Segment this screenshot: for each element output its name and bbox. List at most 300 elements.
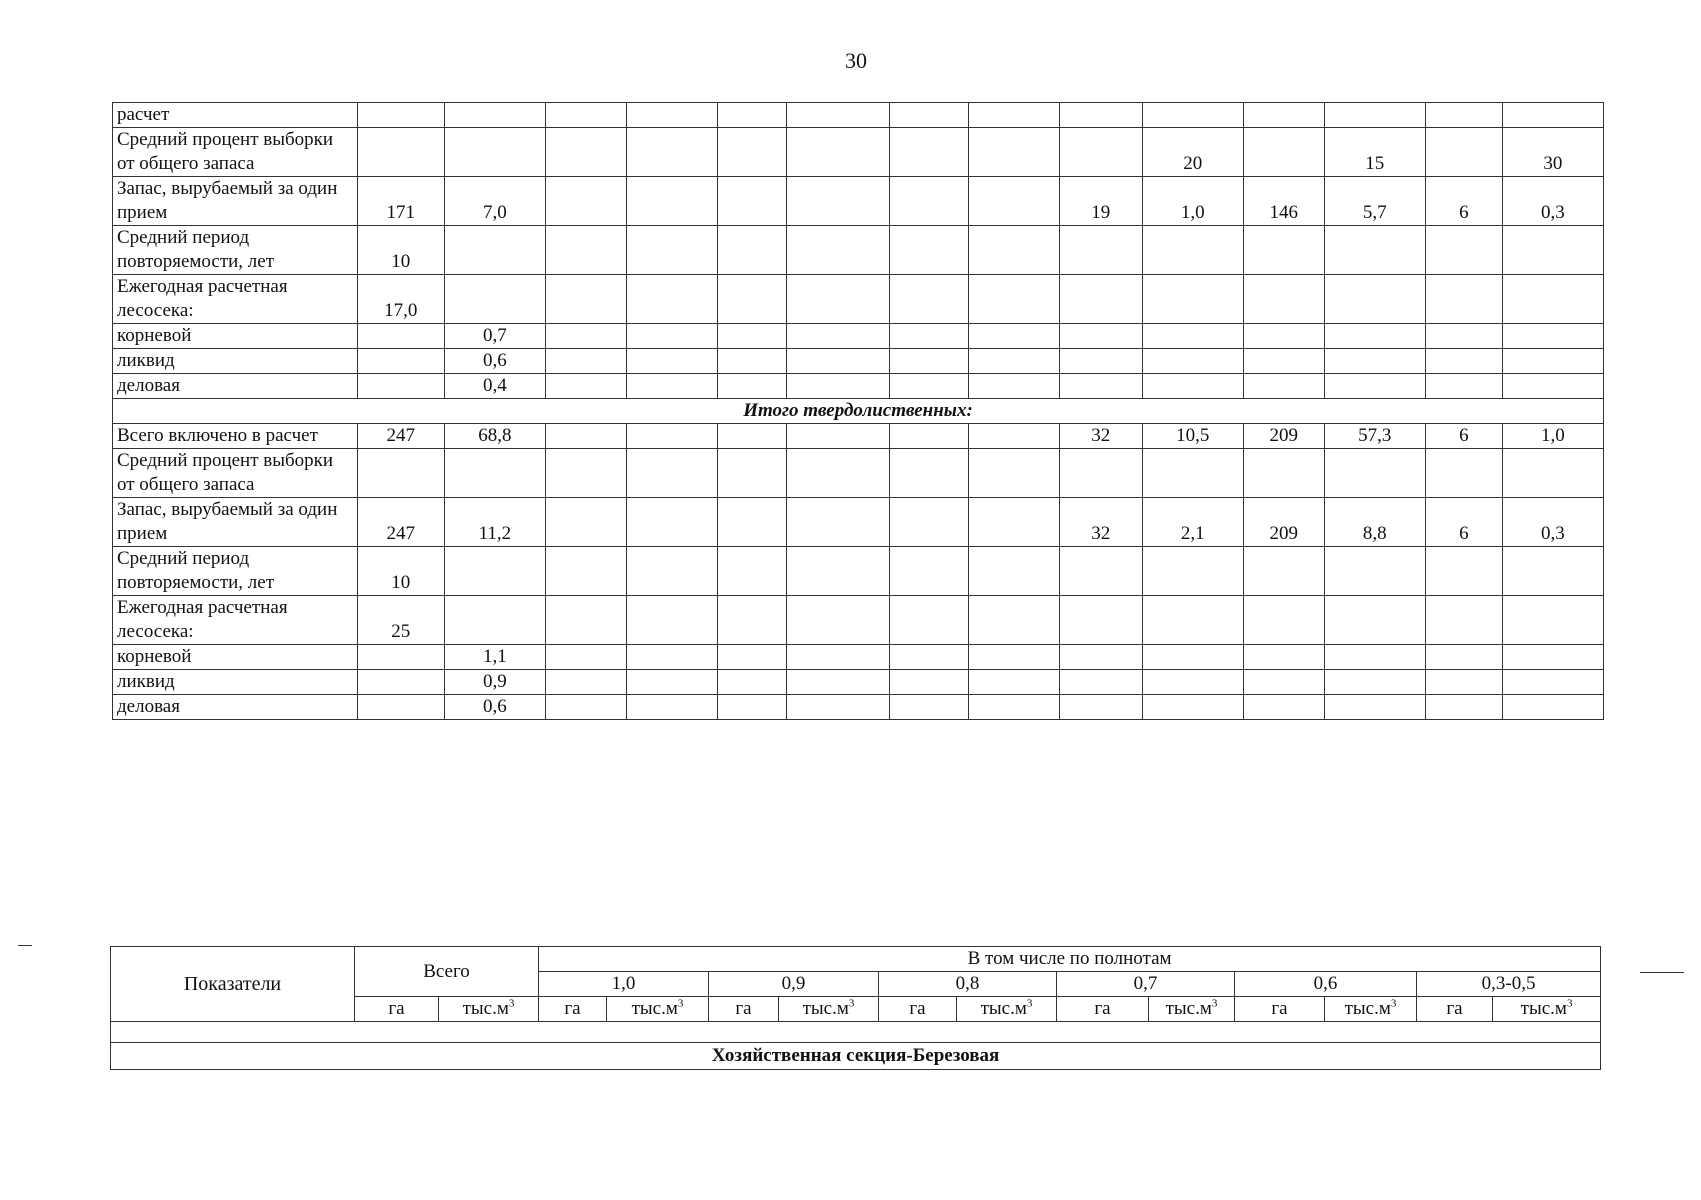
table-cell [626,275,717,324]
table-cell: 25 [357,596,444,645]
table-cell [717,226,786,275]
table-cell [626,498,717,547]
unit-ha: га [1417,997,1493,1022]
table-cell: 5,7 [1324,177,1425,226]
table-cell [626,547,717,596]
table-cell: 32 [1059,424,1142,449]
unit-volume [1325,997,1417,1022]
unit-volume-text: тыс.м [462,998,509,1019]
table-cell [1425,226,1502,275]
page-number: 30 [845,48,867,73]
table-cell [444,449,545,498]
table-cell [545,695,626,720]
table-cell [1243,596,1324,645]
row-label: Средний процент выборки от общего запаса [113,449,358,498]
table-cell: 0,6 [444,695,545,720]
table-cell: 0,4 [444,374,545,399]
table-cell [545,596,626,645]
table-cell [1243,349,1324,374]
table-cell [1502,596,1603,645]
table-cell [1425,128,1502,177]
table-cell [1059,670,1142,695]
table-cell [717,547,786,596]
table-cell [1324,275,1425,324]
unit-volume [1149,997,1235,1022]
table-cell: 10 [357,547,444,596]
table-cell [1324,547,1425,596]
table-cell [1243,275,1324,324]
row-label: деловая [113,374,358,399]
table-cell [968,596,1059,645]
section-title-birch: Хозяйственная секция-Березовая [111,1043,1601,1070]
table-cell: 19 [1059,177,1142,226]
table-cell [545,374,626,399]
table-cell [968,103,1059,128]
table-cell [1425,547,1502,596]
table-cell [1324,349,1425,374]
table-cell [357,103,444,128]
by-density-header: В том числе по полнотам [539,947,1601,972]
table-cell [1243,695,1324,720]
table-cell [889,324,968,349]
table-cell [1502,670,1603,695]
table-cell [968,177,1059,226]
table-row [113,596,1604,645]
unit-ha: га [355,997,439,1022]
section-row [113,399,1604,424]
table-cell [889,596,968,645]
table-cell [626,103,717,128]
table-cell [717,324,786,349]
table-cell [717,596,786,645]
table-cell: 1,1 [444,645,545,670]
table-cell [1502,449,1603,498]
table-cell [545,226,626,275]
row-label: Всего включено в расчет [113,424,358,449]
table-cell [1243,645,1324,670]
table-cell [545,349,626,374]
table-cell [786,226,889,275]
table-cell [1059,695,1142,720]
table-cell [968,424,1059,449]
table-cell [1502,349,1603,374]
row-label: Ежегодная расчетная лесосека: [113,275,358,324]
table-cell [968,324,1059,349]
table-cell [626,670,717,695]
table-cell [1502,226,1603,275]
unit-volume-text: тыс.м [1344,998,1391,1019]
table-cell [444,547,545,596]
table-cell [1059,128,1142,177]
table-cell [626,324,717,349]
table-cell [1059,449,1142,498]
density-header: 0,6 [1235,972,1417,997]
total-header: Всего [355,947,539,997]
table-cell [357,645,444,670]
table-cell [1059,596,1142,645]
unit-volume [1493,997,1601,1022]
table-cell [545,128,626,177]
table-cell [1324,374,1425,399]
table-cell [357,324,444,349]
unit-volume-exponent: 3 [1390,997,1397,1010]
table-cell [1059,324,1142,349]
table-cell: 6 [1425,177,1502,226]
table-cell [786,374,889,399]
table-cell [1425,103,1502,128]
table-cell [717,128,786,177]
table-cell [545,424,626,449]
table-cell [626,424,717,449]
density-header: 1,0 [539,972,709,997]
table-cell [717,103,786,128]
table-cell [889,275,968,324]
table-cell [1142,695,1243,720]
table-cell [444,226,545,275]
table-cell [444,596,545,645]
table-cell: 0,3 [1502,498,1603,547]
unit-volume [957,997,1057,1022]
table-cell [444,275,545,324]
table-cell [968,449,1059,498]
table-cell [717,645,786,670]
table-cell [786,670,889,695]
table-cell [889,374,968,399]
table-cell [786,275,889,324]
table-cell [1425,449,1502,498]
table-cell [889,645,968,670]
table-cell [626,449,717,498]
table-cell [1142,547,1243,596]
table-cell [889,449,968,498]
row-label: ликвид [113,349,358,374]
row-label: Запас, вырубаемый за один прием [113,498,358,547]
table-cell [717,275,786,324]
table-row [113,374,1604,399]
table-cell [889,128,968,177]
table-row [113,349,1604,374]
table-cell [968,645,1059,670]
table-cell [1142,596,1243,645]
table-cell [717,424,786,449]
table-cell: 209 [1243,424,1324,449]
table-cell [357,695,444,720]
table-cell [968,670,1059,695]
table-cell [1502,547,1603,596]
row-label: корневой [113,324,358,349]
table-cell [626,226,717,275]
table-cell [1142,645,1243,670]
unit-ha: га [1057,997,1149,1022]
table-cell [357,374,444,399]
table-cell [1142,226,1243,275]
row-label: корневой [113,645,358,670]
table-cell [968,498,1059,547]
table-cell [889,670,968,695]
table-cell [1059,226,1142,275]
table-cell [968,547,1059,596]
table-cell [1243,374,1324,399]
margin-mark-right [1640,972,1684,973]
row-label: расчет [113,103,358,128]
table-cell: 15 [1324,128,1425,177]
table-cell: 6 [1425,424,1502,449]
table-cell [717,374,786,399]
density-header: 0,7 [1057,972,1235,997]
row-label: Средний период повторяемости, лет [113,547,358,596]
table-row [113,103,1604,128]
table-cell [545,547,626,596]
table-cell [1142,374,1243,399]
table-cell [1324,695,1425,720]
table-cell [357,349,444,374]
table-cell [444,128,545,177]
table-cell: 10 [357,226,444,275]
table-cell [968,695,1059,720]
table-cell [968,349,1059,374]
table-cell [968,275,1059,324]
table-cell [1243,670,1324,695]
table-cell: 30 [1502,128,1603,177]
unit-volume [607,997,709,1022]
table-cell [717,498,786,547]
table-cell [1324,645,1425,670]
table-cell [1059,275,1142,324]
unit-volume-exponent: 3 [1211,997,1218,1010]
table-cell [1324,670,1425,695]
table-cell [1243,128,1324,177]
table-cell [889,226,968,275]
unit-volume-text: тыс.м [802,998,849,1019]
table-cell [786,596,889,645]
table-cell [889,424,968,449]
row-label: Средний период повторяемости, лет [113,226,358,275]
table-row [113,695,1604,720]
unit-volume [439,997,539,1022]
table-cell [889,177,968,226]
table-cell [357,449,444,498]
table-cell: 17,0 [357,275,444,324]
table-cell: 0,6 [444,349,545,374]
table-cell: 68,8 [444,424,545,449]
table-cell [1059,103,1142,128]
table-row [113,177,1604,226]
table-cell [626,374,717,399]
table-cell [1324,103,1425,128]
table-cell [889,498,968,547]
unit-ha: га [539,997,607,1022]
table-cell [1059,349,1142,374]
table-cell: 171 [357,177,444,226]
table-cell [545,645,626,670]
table-cell: 146 [1243,177,1324,226]
table-cell: 1,0 [1502,424,1603,449]
table-cell [717,449,786,498]
table-row [113,324,1604,349]
unit-volume-text: тыс.м [631,998,678,1019]
table-cell [717,670,786,695]
table-cell [1502,645,1603,670]
table-cell [717,695,786,720]
table-cell [1502,324,1603,349]
row-label: Запас, вырубаемый за один прием [113,177,358,226]
density-header: 0,3-0,5 [1417,972,1601,997]
table-cell [1324,226,1425,275]
table-cell [968,374,1059,399]
unit-volume [779,997,879,1022]
table-cell [626,695,717,720]
table-cell [545,177,626,226]
table-cell: 6 [1425,498,1502,547]
table-cell [1142,103,1243,128]
section-title-hardwood: Итого твердолиственных: [113,399,1604,424]
unit-volume-text: тыс.м [1520,998,1567,1019]
table-cell [1324,324,1425,349]
unit-volume-text: тыс.м [980,998,1027,1019]
unit-volume-exponent: 3 [677,997,684,1010]
row-label: Средний процент выборки от общего запаса [113,128,358,177]
row-label: деловая [113,695,358,720]
table-cell [1059,547,1142,596]
unit-volume-exponent: 3 [848,997,855,1010]
table-cell [357,670,444,695]
table-cell [786,324,889,349]
table-cell: 32 [1059,498,1142,547]
table-cell [1502,695,1603,720]
table-cell [545,449,626,498]
unit-ha: га [879,997,957,1022]
table-cell: 0,9 [444,670,545,695]
table-cell [1059,374,1142,399]
table-cell [1425,324,1502,349]
table-cell [1243,226,1324,275]
table-cell [1502,374,1603,399]
table-cell [717,349,786,374]
table-cell: 0,7 [444,324,545,349]
blank-row [111,1022,1601,1043]
table-row [113,449,1604,498]
table-cell [626,349,717,374]
table-cell: 209 [1243,498,1324,547]
table-cell: 0,3 [1502,177,1603,226]
table-cell [1502,275,1603,324]
table-row [113,275,1604,324]
table-cell [1425,645,1502,670]
table-cell [786,177,889,226]
table-row [113,498,1604,547]
table-cell [889,103,968,128]
table-cell [626,128,717,177]
table-cell [545,103,626,128]
table-cell [1059,645,1142,670]
density-header: 0,8 [879,972,1057,997]
unit-ha: га [709,997,779,1022]
table-row [113,645,1604,670]
table-cell [626,177,717,226]
table-cell [1142,670,1243,695]
unit-volume-exponent: 3 [508,997,515,1010]
table-cell [786,128,889,177]
table-cell [1425,349,1502,374]
table-cell [889,695,968,720]
table-cell [545,324,626,349]
table-cell [1425,374,1502,399]
table-cell [1243,324,1324,349]
unit-volume-exponent: 3 [1026,997,1033,1010]
table-row [113,547,1604,596]
table-cell [786,103,889,128]
table-cell [545,275,626,324]
table-cell [545,498,626,547]
table-cell [786,424,889,449]
table-cell [1243,449,1324,498]
table-cell [889,547,968,596]
table-cell: 57,3 [1324,424,1425,449]
table-cell: 1,0 [1142,177,1243,226]
table-cell [1243,103,1324,128]
indicators-header-table [110,946,1601,1070]
table-cell [1324,449,1425,498]
table-cell [545,670,626,695]
table-cell [1425,275,1502,324]
table-cell [786,449,889,498]
table-row [113,226,1604,275]
table-row [113,424,1604,449]
table-row [113,670,1604,695]
table-cell [626,596,717,645]
table-cell [1142,324,1243,349]
table-cell: 7,0 [444,177,545,226]
table-cell: 247 [357,424,444,449]
table-cell [786,349,889,374]
unit-volume-exponent: 3 [1566,997,1573,1010]
table-cell [968,128,1059,177]
table-row [113,128,1604,177]
table-cell [786,498,889,547]
table-cell [1425,670,1502,695]
table-cell [1425,596,1502,645]
margin-mark-left [18,945,32,946]
table-cell: 2,1 [1142,498,1243,547]
table-cell [968,226,1059,275]
unit-ha: га [1235,997,1325,1022]
table-cell [786,695,889,720]
table-cell: 11,2 [444,498,545,547]
table-cell [444,103,545,128]
table-cell [786,645,889,670]
table-cell [626,645,717,670]
table-cell [357,128,444,177]
table-cell [1324,596,1425,645]
row-label: Ежегодная расчетная лесосека: [113,596,358,645]
indicators-header: Показатели [111,947,355,1022]
table-cell: 247 [357,498,444,547]
table-cell [1243,547,1324,596]
density-header: 0,9 [709,972,879,997]
row-label: ликвид [113,670,358,695]
table-cell: 20 [1142,128,1243,177]
unit-volume-text: тыс.м [1165,998,1212,1019]
table-cell [889,349,968,374]
table-cell: 10,5 [1142,424,1243,449]
table-cell [717,177,786,226]
forest-cut-table [112,102,1604,720]
table-cell: 8,8 [1324,498,1425,547]
table-cell [1142,449,1243,498]
table-cell [1502,103,1603,128]
table-cell [1142,275,1243,324]
table-cell [1142,349,1243,374]
